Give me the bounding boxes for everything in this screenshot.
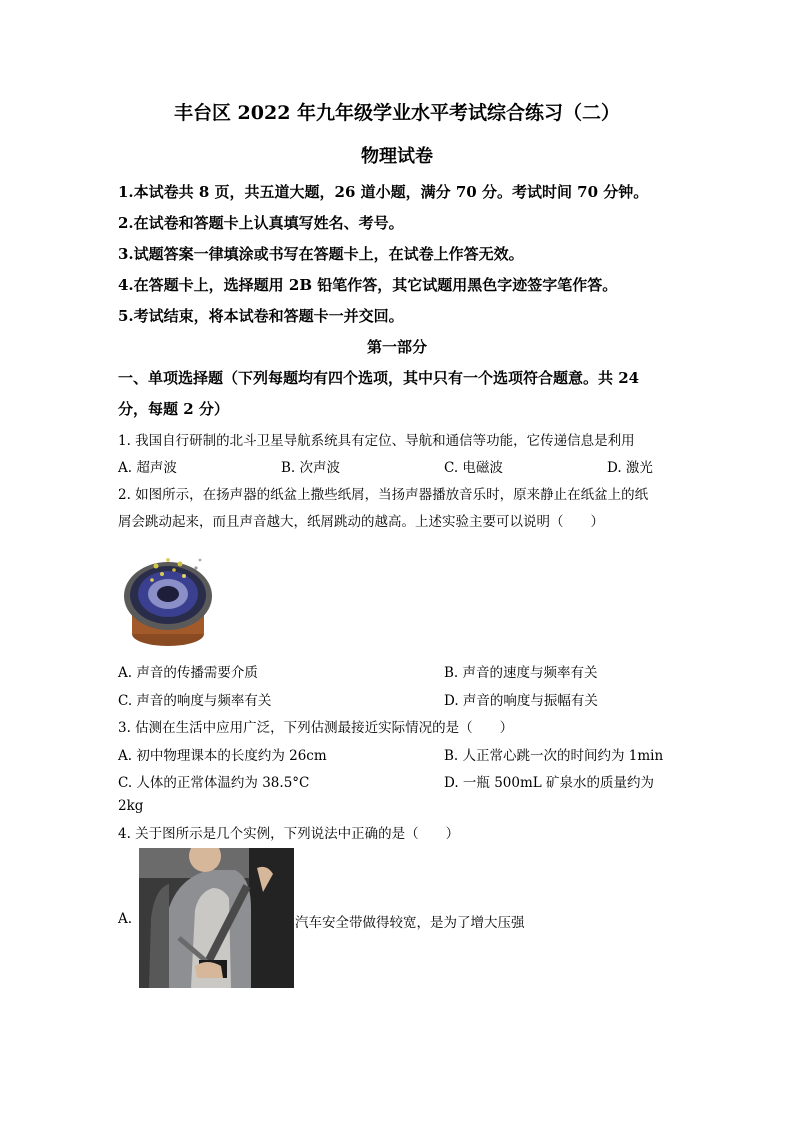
instruction-1: 1.本试卷共 8 页，共五道大题，26 道小题，满分 70 分。考试时间 70 分钟。 bbox=[118, 183, 649, 201]
instruction-5: 5.考试结束，将本试卷和答题卡一并交回。 bbox=[118, 307, 404, 325]
q3-option-d: D. 一瓶 500mL 矿泉水的质量约为 bbox=[444, 775, 655, 791]
seatbelt-image bbox=[139, 848, 294, 988]
q2-stem-cont: 屑会跳动起来，而且声音越大，纸屑跳动的越高。上述实验主要可以说明（ ） bbox=[118, 514, 604, 530]
speaker-image bbox=[122, 540, 214, 650]
q1-stem: 1. 我国自行研制的北斗卫星导航系统具有定位、导航和通信等功能，它传递信息是利用 bbox=[118, 433, 635, 449]
q3-option-a: A. 初中物理课本的长度约为 26cm bbox=[118, 748, 327, 764]
q4-stem: 4. 关于图所示是几个实例，下列说法中正确的是（ ） bbox=[118, 826, 460, 842]
section-heading: 一、单项选择题（下列每题均有四个选项，其中只有一个选项符合题意。共 24 bbox=[118, 369, 640, 387]
q3-option-c: C. 人体的正常体温约为 38.5°C bbox=[118, 775, 310, 791]
q4-option-a-text: 汽车安全带做得较宽，是为了增大压强 bbox=[295, 915, 525, 931]
q1-option-c: C. 电磁波 bbox=[444, 460, 503, 476]
part-heading: 第一部分 bbox=[366, 338, 427, 356]
q1-option-b: B. 次声波 bbox=[281, 460, 341, 476]
q3-option-b: B. 人正常心跳一次的时间约为 1min bbox=[444, 748, 664, 764]
q1-option-d: D. 激光 bbox=[607, 460, 653, 476]
q1-option-a: A. 超声波 bbox=[118, 460, 177, 476]
instruction-3: 3.试题答案一律填涂或书写在答题卡上，在试卷上作答无效。 bbox=[118, 245, 524, 263]
q2-option-c: C. 声音的响度与频率有关 bbox=[118, 693, 272, 709]
q4-option-a-label: A. bbox=[118, 911, 133, 927]
q3-option-d-cont: 2kg bbox=[118, 798, 144, 814]
q2-option-a: A. 声音的传播需要介质 bbox=[118, 665, 258, 681]
page-subtitle: 物理试卷 bbox=[361, 146, 433, 167]
instruction-4: 4.在答题卡上，选择题用 2B 铅笔作答，其它试题用黑色字迹签字笔作答。 bbox=[118, 276, 618, 294]
q2-stem: 2. 如图所示，在扬声器的纸盆上撒些纸屑，当扬声器播放音乐时，原来静止在纸盆上的纸 bbox=[118, 487, 649, 503]
section-heading-cont: 分，每题 2 分） bbox=[118, 400, 229, 418]
instruction-2: 2.在试卷和答题卡上认真填写姓名、考号。 bbox=[118, 214, 404, 232]
page-title: 丰台区 2022 年九年级学业水平考试综合练习（二） bbox=[173, 102, 621, 124]
q2-option-d: D. 声音的响度与振幅有关 bbox=[444, 693, 598, 709]
q2-option-b: B. 声音的速度与频率有关 bbox=[444, 665, 598, 681]
q3-stem: 3. 估测在生活中应用广泛，下列估测最接近实际情况的是（ ） bbox=[118, 720, 514, 736]
